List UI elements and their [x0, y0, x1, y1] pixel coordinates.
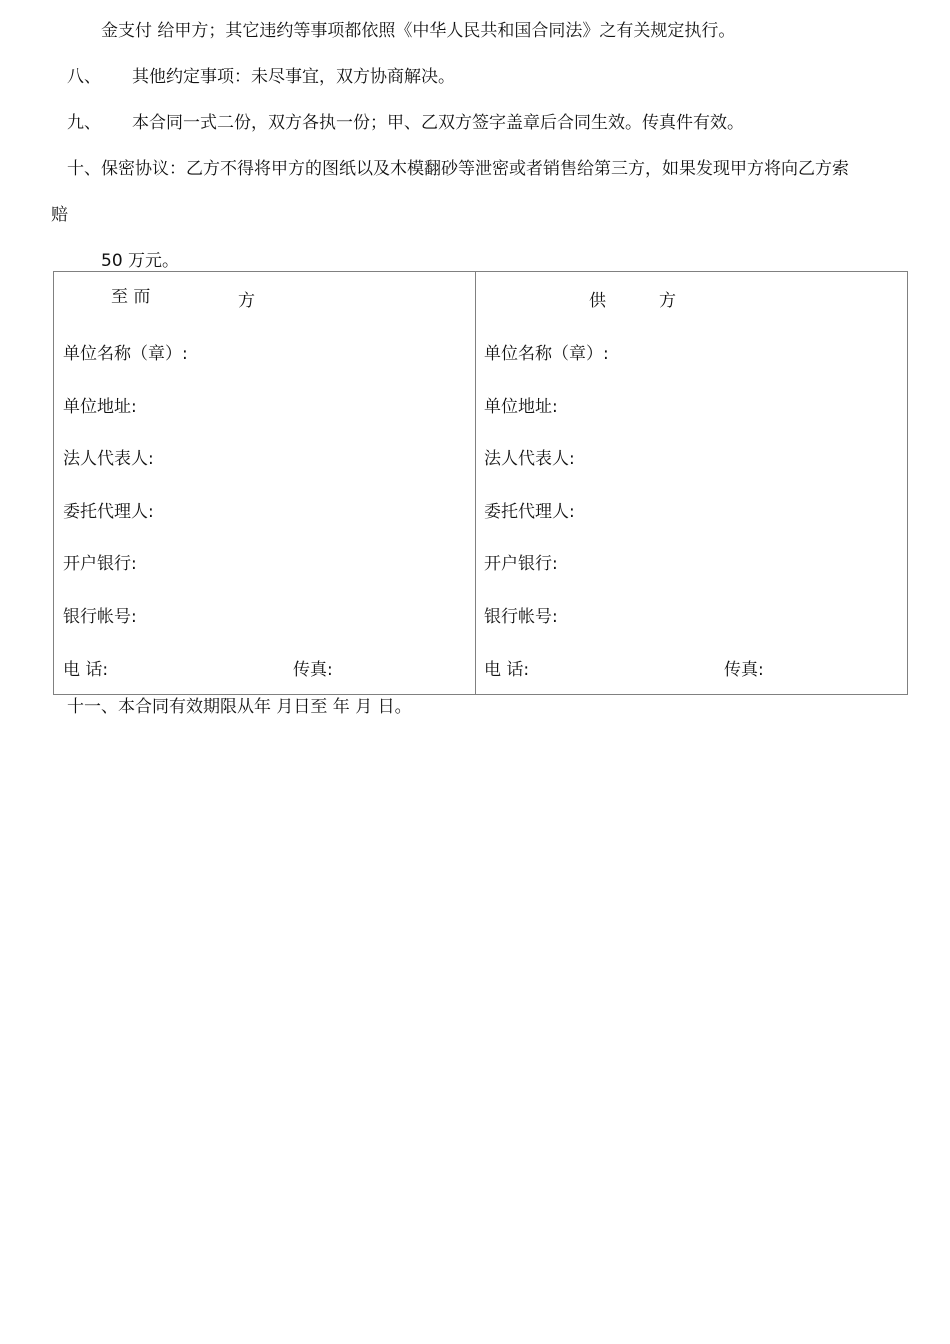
- supplier-legal-rep-label: 法人代表人:: [484, 449, 575, 469]
- supplier-fax-label: 传真:: [724, 660, 764, 680]
- buyer-fax-label: 传真:: [293, 660, 333, 680]
- buyer-agent-label: 委托代理人:: [63, 502, 154, 522]
- supplier-unit-name-label: 单位名称（章）:: [484, 344, 609, 364]
- clause-10-line-3: 50 万元。: [101, 251, 180, 271]
- clause-10-line-2: 赔: [51, 205, 68, 225]
- clause-8: [67, 66, 455, 88]
- supplier-account-label: 银行帐号:: [484, 607, 558, 627]
- buyer-unit-address-label: 单位地址:: [63, 397, 137, 417]
- buyer-unit-name-label: 单位名称（章）:: [63, 344, 188, 364]
- buyer-legal-rep-label: 法人代表人:: [63, 449, 154, 469]
- buyer-column: [54, 272, 475, 694]
- buyer-header-part-2: 方: [238, 291, 255, 311]
- supplier-bank-label: 开户银行:: [484, 554, 558, 574]
- signature-table: [53, 271, 908, 695]
- clause-10-line-1: 十、保密协议：乙方不得将甲方的图纸以及木模翻砂等泄密或者销售给第三方，如果发现甲方将向乙方索: [67, 159, 849, 179]
- supplier-column: [476, 272, 907, 694]
- clause-9: [67, 112, 744, 134]
- buyer-phone-label: 电 话:: [63, 660, 109, 680]
- buyer-bank-label: 开户银行:: [63, 554, 137, 574]
- supplier-header-part-1: 供: [589, 291, 606, 311]
- supplier-agent-label: 委托代理人:: [484, 502, 575, 522]
- supplier-header-part-2: 方: [659, 291, 676, 311]
- buyer-account-label: 银行帐号:: [63, 607, 137, 627]
- clause-9-number: 九、: [67, 113, 101, 133]
- supplier-unit-address-label: 单位地址:: [484, 397, 558, 417]
- clause-9-text: 本合同一式二份，双方各执一份；甲、乙双方签字盖章后合同生效。传真件有效。: [132, 113, 744, 133]
- clause-8-number: 八、: [67, 67, 101, 87]
- supplier-phone-label: 电 话:: [484, 660, 530, 680]
- clause-11: 十一、本合同有效期限从年 月日至 年 月 日。: [67, 697, 412, 717]
- clause-7-continuation: 金支付 给甲方；其它违约等事项都依照《中华人民共和国合同法》之有关规定执行。: [101, 21, 736, 41]
- clause-8-text: 其他约定事项：未尽事宜，双方协商解决。: [132, 67, 455, 87]
- buyer-header-part-1: 至 而: [111, 287, 151, 307]
